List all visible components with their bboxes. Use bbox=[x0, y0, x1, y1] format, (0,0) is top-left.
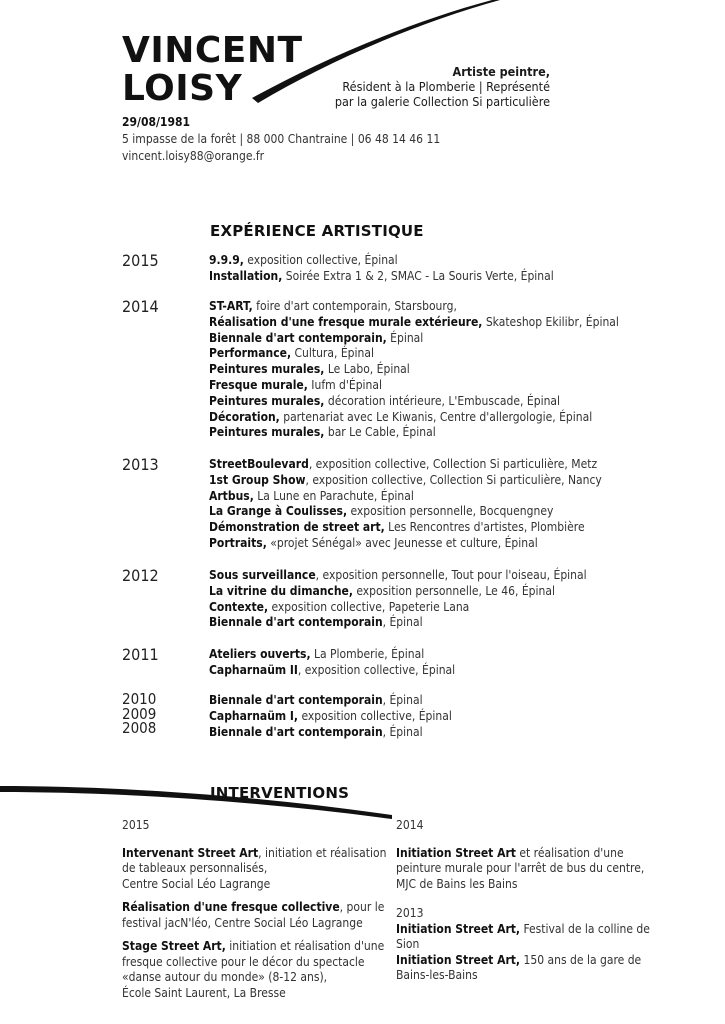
intervention-item: Initiation Street Art, Festival de la colline de Sion bbox=[396, 921, 650, 951]
date-of-birth: 29/08/1981 bbox=[122, 115, 190, 129]
entry: Biennale d'art contemporain, Épinal bbox=[209, 330, 424, 345]
entry: La vitrine du dimanche, exposition personnelle, Le 46, Épinal bbox=[209, 583, 555, 598]
experience-title: EXPÉRIENCE ARTISTIQUE bbox=[210, 222, 424, 240]
year-label: 2014 bbox=[122, 297, 159, 316]
entry: La Grange à Coulisses, exposition personnelle, Bocquengney bbox=[209, 504, 554, 519]
year-label: 2011 bbox=[122, 645, 159, 664]
entry-list bbox=[209, 457, 609, 552]
entry: Réalisation d'une fresque murale extérieure, Skateshop Ekilibr, Épinal bbox=[209, 314, 619, 329]
entry-list bbox=[209, 693, 609, 740]
email: vincent.loisy88@orange.fr bbox=[122, 149, 265, 163]
entry: Biennale d'art contemporain, Épinal bbox=[209, 693, 423, 707]
year-label: 2008 bbox=[122, 719, 157, 737]
entry: Artbus, La Lune en Parachute, Épinal bbox=[209, 488, 414, 503]
role-title: Artiste peintre, bbox=[452, 64, 550, 79]
intervention-item: Stage Street Art, initiation et réalisation d'une fresque collective pour le décor du spectacle «danse autour du monde» (8-12 ans), École Saint Laurent, La Bresse bbox=[122, 939, 385, 1000]
entry: Biennale d'art contemporain, Épinal bbox=[209, 724, 423, 739]
first-name: VINCENT bbox=[122, 30, 303, 71]
interventions-right-column bbox=[396, 818, 664, 984]
entry: Décoration, partenariat avec Le Kiwanis, Centre d'allergologie, Épinal bbox=[209, 409, 593, 424]
entry: Performance, Cultura, Épinal bbox=[209, 346, 374, 361]
entry: StreetBoulevard, exposition collective, Collection Si particulière, Metz bbox=[209, 457, 598, 471]
year-label: 2013 bbox=[122, 455, 159, 474]
entry: Biennale d'art contemporain, Épinal bbox=[209, 615, 423, 630]
interventions-left-column bbox=[122, 818, 388, 1009]
intervention-item: Initiation Street Art, 150 ans de la gare de Bains-les-Bains bbox=[396, 952, 642, 982]
year-label: 2012 bbox=[122, 566, 159, 585]
last-name: LOISY bbox=[122, 68, 243, 109]
role-line-2: Résident à la Plomberie | Représenté bbox=[342, 79, 550, 94]
entry-list bbox=[209, 299, 619, 441]
entry: Ateliers ouverts, La Plomberie, Épinal bbox=[209, 647, 425, 661]
entry: Fresque murale, Iufm d'Épinal bbox=[209, 377, 383, 392]
role-line-3: par la galerie Collection Si particulière bbox=[334, 94, 550, 109]
entry: Contexte, exposition collective, Papeterie Lana bbox=[209, 599, 470, 614]
entry: 1st Group Show, exposition collective, Collection Si particulière, Nancy bbox=[209, 472, 602, 487]
entry: Sous surveillance, exposition personnelle, Tout pour l'oiseau, Épinal bbox=[209, 568, 587, 582]
intervention-item: Réalisation d'une fresque collective, pour le festival jacN'léo, Centre Social Léo Lagrange bbox=[122, 900, 385, 930]
entry: Installation, Soirée Extra 1 & 2, SMAC - La Souris Verte, Épinal bbox=[209, 268, 554, 283]
entry: Capharnaüm I, exposition collective, Épinal bbox=[209, 708, 452, 723]
stacked-years bbox=[122, 692, 156, 736]
intervention-item: Intervenant Street Art, initiation et réalisation de tableaux personnalisés, Centre Social Léo Lagrange bbox=[122, 845, 387, 891]
year-label: 2014 bbox=[396, 818, 424, 832]
entry-list bbox=[209, 647, 609, 679]
entry: Capharnaüm II, exposition collective, Épinal bbox=[209, 662, 456, 677]
interventions-title: INTERVENTIONS bbox=[210, 784, 350, 802]
entry: Peintures murales, Le Labo, Épinal bbox=[209, 362, 410, 377]
entry: Portraits, «projet Sénégal» avec Jeunesse et culture, Épinal bbox=[209, 535, 538, 550]
intervention-item: Initiation Street Art et réalisation d'une peinture murale pour l'arrêt de bus du centre, MJC de Bains les Bains bbox=[396, 845, 645, 891]
address: 5 impasse de la forêt | 88 000 Chantraine | 06 48 14 46 11 bbox=[122, 132, 441, 146]
entry: 9.9.9, exposition collective, Épinal bbox=[209, 253, 398, 267]
year-label: 2015 bbox=[122, 818, 150, 832]
entry: Peintures murales, bar Le Cable, Épinal bbox=[209, 425, 436, 440]
contact-block bbox=[122, 114, 440, 165]
year-label: 2010 bbox=[122, 690, 157, 708]
role-block bbox=[335, 64, 550, 109]
entry: Démonstration de street art, Les Rencontres d'artistes, Plombière bbox=[209, 520, 585, 535]
year-label: 2015 bbox=[122, 251, 159, 270]
year-label: 2013 bbox=[396, 906, 424, 920]
entry-list bbox=[209, 253, 609, 285]
entry-list bbox=[209, 568, 609, 631]
name-heading bbox=[122, 32, 303, 108]
entry: Peintures murales, décoration intérieure, L'Embuscade, Épinal bbox=[209, 393, 561, 408]
entry: ST-ART, foire d'art contemporain, Starsbourg, bbox=[209, 299, 457, 313]
year-label: 2009 bbox=[122, 704, 157, 723]
